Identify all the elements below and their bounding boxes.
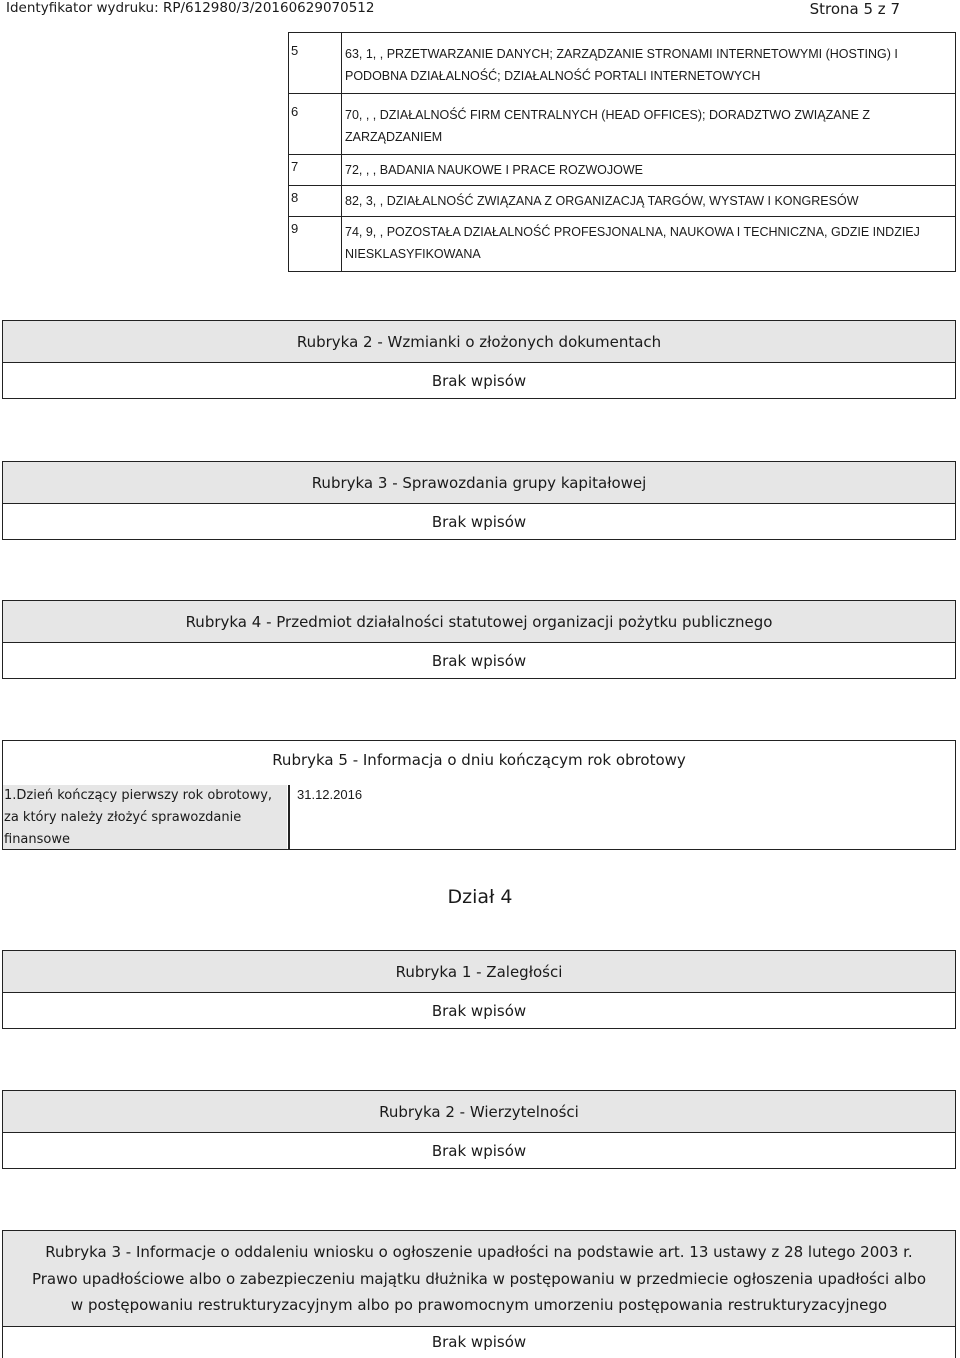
table-row [289,155,956,186]
label-line: za który należy złożyć sprawozdanie [4,810,242,825]
label-line: 1.Dzień kończący pierwszy rok obrotowy, [4,788,273,803]
section-d4-rubryka-1 [2,950,956,1029]
section-title: Rubryka 3 - Sprawozdania grupy kapitałowej [3,462,955,504]
section-body: Brak wpisów [431,651,527,670]
table-row [289,33,956,94]
row-text: 82, 3, , DZIAŁALNOŚĆ ZWIĄZANA Z ORGANIZACJĄ TARGÓW, WYSTAW I KONGRESÓW [342,186,956,217]
section-title: Rubryka 2 - Wzmianki o złożonych dokumentach [3,321,955,363]
table-row [289,186,956,217]
pkd-table [288,32,956,272]
section-body: Brak wpisów [431,371,527,390]
fiscal-year-end-value: 31.12.2016 [297,787,363,802]
section-title: Rubryka 5 - Informacja o dniu kończącym rok obrotowy [272,751,686,769]
title-line: Rubryka 3 - Informacje o oddaleniu wniosku o ogłoszenie upadłości na podstawie art. 13 ustawy z 28 lutego 2003 r. [45,1243,913,1261]
section-body: Brak wpisów [431,1333,527,1351]
section-title [3,1231,955,1327]
section-d4-rubryka-3 [2,1230,956,1358]
section-title: Rubryka 2 - Wierzytelności [3,1091,955,1133]
fiscal-year-label [3,785,287,849]
print-identifier: Identyfikator wydruku: RP/612980/3/20160629070512 [6,0,375,16]
section-rubryka-3 [2,461,956,540]
row-text: 74, 9, , POZOSTAŁA DZIAŁALNOŚĆ PROFESJONALNA, NAUKOWA I TECHNICZNA, GDZIE INDZIEJ NIESKLASYFIKOWANA [342,217,956,272]
label-line: finansowe [4,832,70,847]
row-text: 63, 1, , PRZETWARZANIE DANYCH; ZARZĄDZANIE STRONAMI INTERNETOWYMI (HOSTING) I PODOBNA DZIAŁALNOŚĆ; DZIAŁALNOŚĆ PORTALI INTERNETOWYCH [342,33,956,94]
dzial-heading: Dział 4 [447,886,513,908]
title-line: Prawo upadłościowe albo o zabezpieczeniu majątku dłużnika w postępowaniu w przedmiecie ogłoszenia upadłości albo [31,1269,927,1288]
section-title: Rubryka 4 - Przedmiot działalności statutowej organizacji pożytku publicznego [3,601,955,643]
table-row [289,94,956,155]
section-rubryka-5 [2,740,956,850]
row-number: 7 [289,155,342,186]
table-row [289,217,956,272]
section-rubryka-2 [2,320,956,399]
section-body: Brak wpisów [431,1141,527,1160]
row-number: 9 [289,217,342,272]
row-text: 72, , , BADANIA NAUKOWE I PRACE ROZWOJOWE [342,155,956,186]
section-body: Brak wpisów [431,512,527,531]
row-number: 8 [289,186,342,217]
title-line: w postępowaniu restrukturyzacyjnym albo po prawomocnym umorzeniu postępowania restrukturyzacyjnego [70,1296,888,1314]
row-number: 6 [289,94,342,155]
section-d4-rubryka-2 [2,1090,956,1169]
section-rubryka-4 [2,600,956,679]
divider [288,785,290,849]
row-text: 70, , , DZIAŁALNOŚĆ FIRM CENTRALNYCH (HEAD OFFICES); DORADZTWO ZWIĄZANE Z ZARZĄDZANIEM [342,94,956,155]
section-body: Brak wpisów [431,1001,527,1020]
row-number: 5 [289,33,342,94]
page-number: Strona 5 z 7 [809,0,900,18]
section-title: Rubryka 1 - Zaległości [3,951,955,993]
